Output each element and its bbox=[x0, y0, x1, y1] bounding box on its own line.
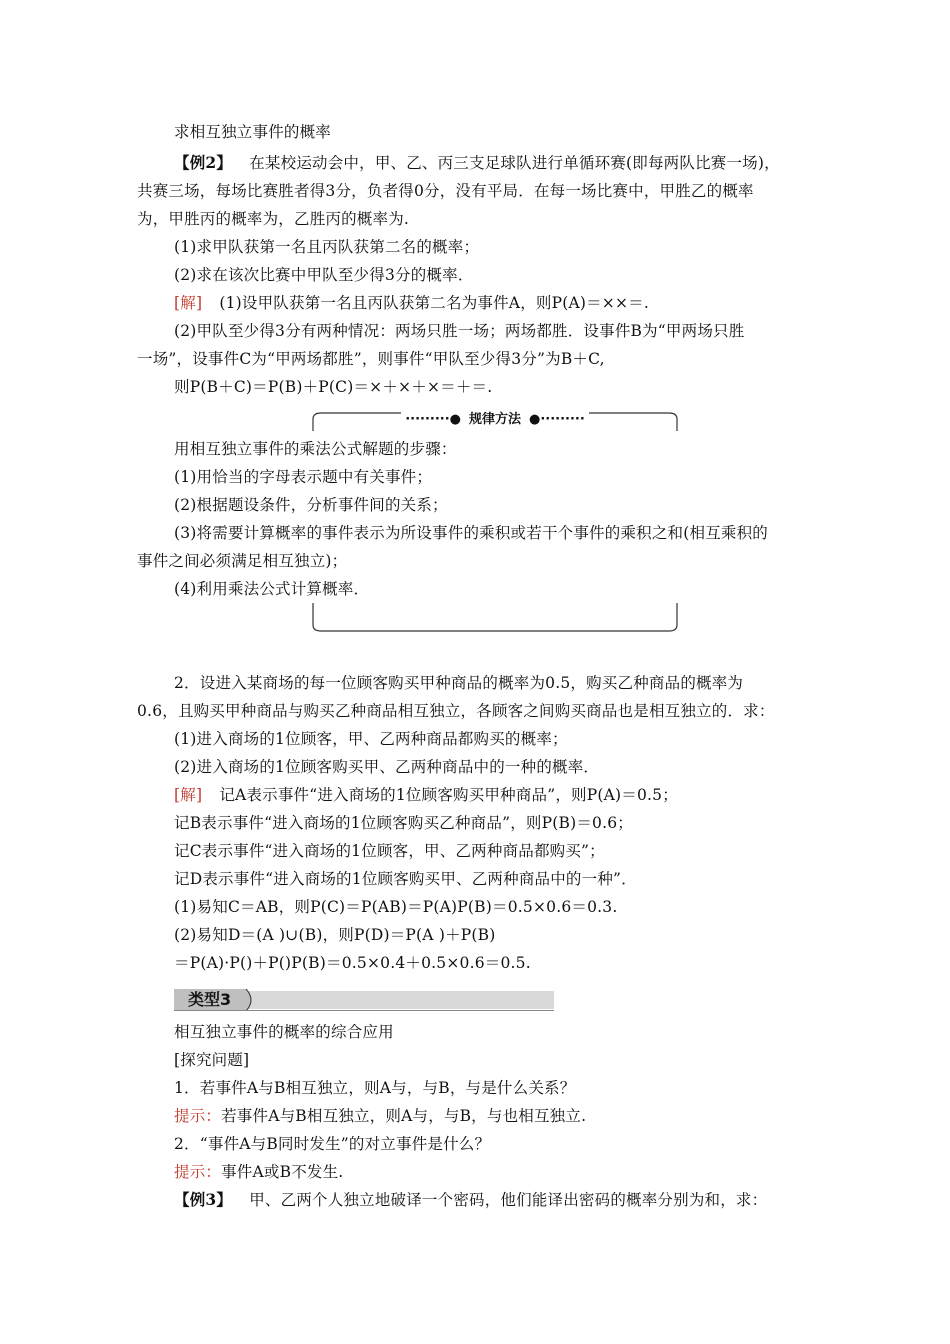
example-2-tag: 【例2】 bbox=[174, 153, 233, 172]
section-title: 求相互独立事件的概率 bbox=[174, 123, 332, 141]
exercise-2-solution-4: 记D表示事件“进入商场的1位顾客购买甲、乙两种商品中的一种”． bbox=[174, 870, 637, 888]
hint-tag: 提示： bbox=[174, 1163, 222, 1181]
exercise-2-solution-2: 记B表示事件“进入商场的1位顾客购买乙种商品”，则P(B)＝0.6； bbox=[174, 814, 633, 832]
hint-tag: 提示： bbox=[174, 1107, 222, 1125]
exercise-2-solution-3: 记C表示事件“进入商场的1位顾客，甲、乙两种商品都购买”； bbox=[174, 842, 605, 860]
exercise-2-solution-6: (2)易知D＝(A )∪(B)，则P(D)＝P(A )＋P(B) bbox=[174, 926, 496, 944]
example-2-line-3: 为，甲胜丙的概率为，乙胜丙的概率为. bbox=[137, 210, 410, 228]
explore-answer-2: 提示：事件A或B不发生. bbox=[174, 1163, 344, 1181]
exercise-2-line-2: 0.6，且购买甲种商品与购买乙种商品相互独立，各顾客之间购买商品也是相互独立的．求： bbox=[137, 702, 775, 720]
solution-tag: [解] bbox=[174, 786, 203, 804]
type-3-title: 相互独立事件的概率的综合应用 bbox=[174, 1023, 394, 1041]
method-line-1: 用相互独立事件的乘法公式解题的步骤： bbox=[174, 440, 457, 458]
example-2-question-1: (1)求甲队获第一名且丙队获第二名的概率； bbox=[174, 238, 480, 256]
example-2-solution-1: [解] (1)设甲队获第一名且丙队获第二名为事件A，则P(A)＝××＝. bbox=[174, 294, 650, 312]
method-title: ·········● 规律方法 ●········· bbox=[311, 408, 679, 427]
example-2-solution-2-line-2: 一场”，设事件C为“甲两场都胜”，则事件“甲队至少得3分”为B＋C, bbox=[137, 350, 605, 368]
example-3-line-1: 【例3】 甲、乙两个人独立地破译一个密码，他们能译出密码的概率分别为和，求： bbox=[174, 1190, 768, 1209]
method-title-dots-left: ·········● bbox=[401, 412, 465, 427]
exercise-2-line-1: 2．设进入某商场的每一位顾客购买甲种商品的概率为0.5，购买乙种商品的概率为 bbox=[174, 674, 744, 692]
method-title-dots-right: ●········· bbox=[525, 412, 589, 427]
example-2-solution-2-line-1: (2)甲队至少得3分有两种情况：两场只胜一场；两场都胜．设事件B为“甲两场只胜 bbox=[174, 322, 745, 340]
method-line-4: (3)将需要计算概率的事件表示为所设事件的乘积或若干个事件的乘积之和(相互乘积的 bbox=[174, 524, 769, 542]
explore-heading: [探究问题] bbox=[174, 1051, 250, 1069]
type-3-label: 类型3 bbox=[188, 990, 232, 1009]
exercise-2-question-1: (1)进入商场的1位顾客，甲、乙两种商品都购买的概率； bbox=[174, 730, 568, 748]
example-3-tag: 【例3】 bbox=[174, 1190, 233, 1209]
example-2-line-1: 【例2】 在某校运动会中，甲、乙、丙三支足球队进行单循环赛(即每两队比赛一场)， bbox=[174, 153, 780, 172]
example-2-line-2: 共赛三场，每场比赛胜者得3分，负者得0分，没有平局．在每一场比赛中，甲胜乙的概率 bbox=[137, 182, 754, 200]
method-line-6: (4)利用乘法公式计算概率． bbox=[174, 580, 370, 598]
explore-question-1: 1．若事件A与B相互独立，则A与，与B，与是什么关系？ bbox=[174, 1079, 576, 1097]
method-line-2: (1)用恰当的字母表示题中有关事件； bbox=[174, 468, 433, 486]
exercise-2-solution-1: [解] 记A表示事件“进入商场的1位顾客购买甲种商品”，则P(A)＝0.5； bbox=[174, 786, 678, 804]
exercise-2-question-2: (2)进入商场的1位顾客购买甲、乙两种商品中的一种的概率． bbox=[174, 758, 600, 776]
method-line-5: 事件之间必须满足相互独立)； bbox=[137, 552, 348, 570]
method-line-3: (2)根据题设条件，分析事件间的关系； bbox=[174, 496, 448, 514]
example-2-solution-2-line-3: 则P(B＋C)＝P(B)＋P(C)＝×＋×＋×＝＋＝. bbox=[174, 378, 493, 396]
example-2-question-2: (2)求在该次比赛中甲队至少得3分的概率． bbox=[174, 266, 474, 284]
type-3-banner bbox=[174, 989, 554, 1011]
solution-tag: [解] bbox=[174, 294, 203, 312]
explore-answer-1: 提示：若事件A与B相互独立，则A与，与B，与也相互独立. bbox=[174, 1107, 587, 1125]
exercise-2-solution-7: ＝P(A)·P()＋P()P(B)＝0.5×0.4＋0.5×0.6＝0.5. bbox=[174, 954, 531, 972]
exercise-2-solution-5: (1)易知C＝AB，则P(C)＝P(AB)＝P(A)P(B)＝0.5×0.6＝0.3. bbox=[174, 898, 618, 916]
explore-question-2: 2．“事件A与B同时发生”的对立事件是什么？ bbox=[174, 1135, 491, 1153]
